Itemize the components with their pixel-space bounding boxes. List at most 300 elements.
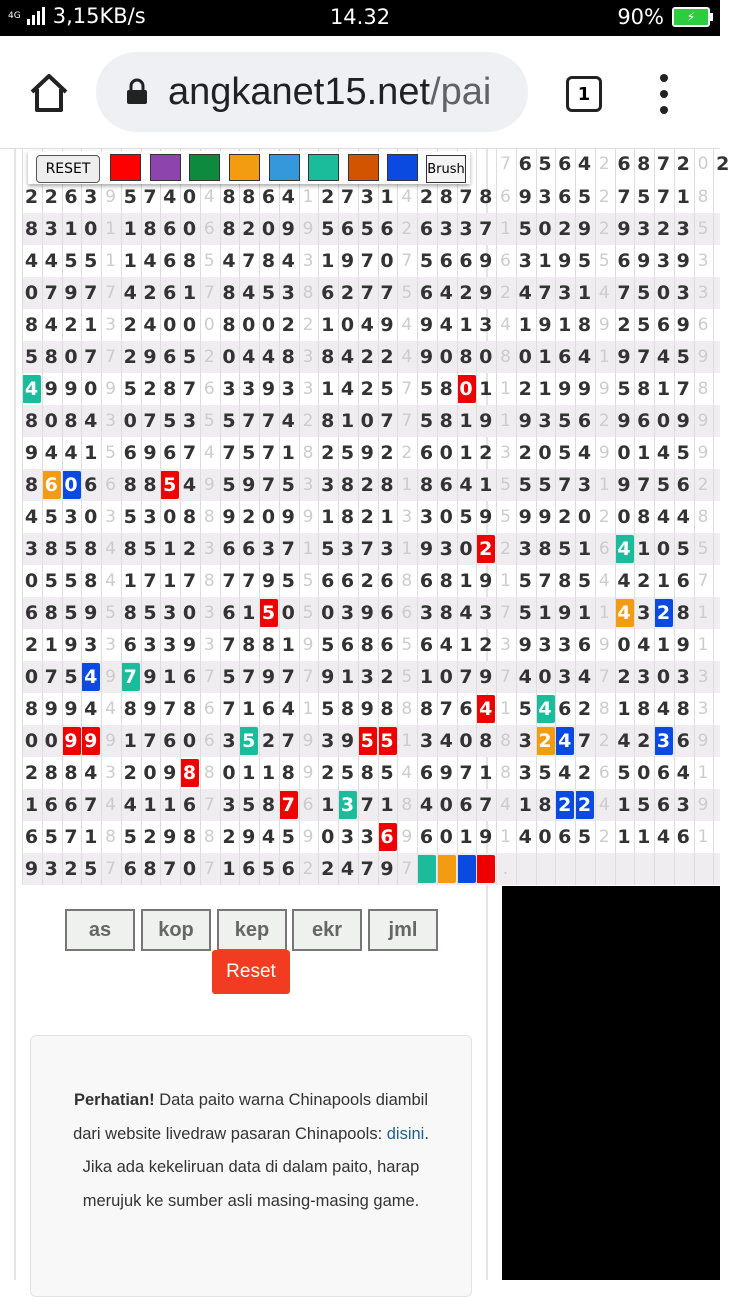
paito-cell[interactable]: 4 bbox=[105, 699, 116, 719]
paito-cell[interactable]: 2 bbox=[24, 186, 39, 208]
paito-cell[interactable]: 8 bbox=[84, 538, 98, 560]
paito-cell[interactable]: 7 bbox=[617, 282, 631, 304]
swatch-orange[interactable] bbox=[229, 154, 260, 181]
paito-cell[interactable]: 1 bbox=[143, 794, 157, 816]
paito-cell[interactable]: 1 bbox=[656, 378, 671, 400]
paito-cell[interactable]: 9 bbox=[203, 475, 215, 495]
paito-cell[interactable]: 4 bbox=[44, 250, 58, 272]
paito-cell[interactable]: 4 bbox=[439, 634, 453, 656]
paito-cell[interactable]: 7 bbox=[105, 347, 116, 367]
paito-cell[interactable]: 0 bbox=[163, 506, 177, 528]
paito-cell[interactable]: 5 bbox=[558, 538, 572, 560]
filter-ekr-button[interactable]: ekr bbox=[292, 909, 362, 951]
paito-cell[interactable]: 4 bbox=[656, 442, 671, 464]
paito-cell[interactable]: 8 bbox=[143, 218, 157, 240]
paito-cell[interactable]: 8 bbox=[105, 827, 116, 847]
paito-cell[interactable]: 8 bbox=[261, 250, 276, 272]
paito-cell[interactable]: 1 bbox=[479, 474, 493, 496]
paito-cell[interactable]: 5 bbox=[697, 219, 709, 239]
paito-cell[interactable]: 2 bbox=[598, 187, 610, 207]
paito-cell[interactable]: 8 bbox=[24, 474, 39, 496]
paito-cell[interactable]: 9 bbox=[380, 314, 394, 336]
paito-cell[interactable]: 5 bbox=[203, 411, 215, 431]
paito-cell[interactable]: 4 bbox=[242, 282, 256, 304]
paito-cell[interactable]: 1 bbox=[261, 762, 276, 784]
paito-cell[interactable]: 3 bbox=[360, 666, 374, 688]
paito-cell[interactable]: 9 bbox=[105, 667, 116, 687]
paito-cell[interactable]: 7 bbox=[500, 154, 511, 174]
paito-cell[interactable]: 7 bbox=[143, 410, 157, 432]
paito-cell[interactable]: 5 bbox=[239, 727, 258, 755]
paito-cell[interactable]: 0 bbox=[459, 730, 473, 752]
paito-cell[interactable]: 5 bbox=[281, 570, 295, 592]
paito-cell[interactable]: 5 bbox=[242, 442, 256, 464]
paito-cell[interactable]: 3 bbox=[558, 634, 572, 656]
paito-cell[interactable]: 0 bbox=[577, 506, 592, 528]
paito-cell[interactable]: 8 bbox=[637, 506, 651, 528]
paito-cell[interactable]: 9 bbox=[44, 378, 58, 400]
paito-cell[interactable]: 5 bbox=[321, 538, 335, 560]
paito-cell[interactable]: 5 bbox=[222, 410, 236, 432]
paito-cell[interactable]: 6 bbox=[656, 314, 671, 336]
paito-cell[interactable]: 5 bbox=[558, 410, 572, 432]
paito-cell[interactable]: 2 bbox=[64, 858, 78, 880]
paito-cell[interactable]: 5 bbox=[143, 602, 157, 624]
paito-cell[interactable]: 3 bbox=[143, 506, 157, 528]
paito-cell[interactable]: 7 bbox=[143, 186, 157, 208]
paito-cell[interactable]: 0 bbox=[123, 410, 137, 432]
paito-cell[interactable]: 6 bbox=[419, 826, 434, 848]
paito-cell[interactable]: 2 bbox=[380, 346, 394, 368]
paito-cell[interactable]: 8 bbox=[360, 634, 374, 656]
paito-cell[interactable]: 9 bbox=[380, 858, 394, 880]
paito-cell[interactable]: 8 bbox=[340, 506, 355, 528]
paito-cell[interactable]: 6 bbox=[163, 730, 177, 752]
paito-cell[interactable]: 7 bbox=[577, 730, 592, 752]
paito-cell[interactable]: 9 bbox=[64, 282, 78, 304]
paito-cell[interactable]: 8 bbox=[676, 698, 690, 720]
paito-cell[interactable]: 5 bbox=[538, 153, 552, 175]
paito-cell[interactable]: 7 bbox=[203, 859, 215, 879]
paito-cell[interactable]: 7 bbox=[439, 698, 453, 720]
paito-cell[interactable]: 9 bbox=[105, 187, 116, 207]
paito-cell[interactable]: 4 bbox=[558, 762, 572, 784]
paito-cell[interactable]: 4 bbox=[242, 346, 256, 368]
paito-cell[interactable]: 8 bbox=[222, 282, 236, 304]
paito-cell[interactable]: 6 bbox=[24, 826, 39, 848]
paito-cell[interactable]: 1 bbox=[538, 346, 552, 368]
paito-cell[interactable]: 8 bbox=[281, 762, 295, 784]
paito-cell[interactable]: 0 bbox=[281, 602, 295, 624]
paito-cell[interactable]: 1 bbox=[123, 570, 137, 592]
paito-cell[interactable]: 6 bbox=[163, 442, 177, 464]
paito-cell[interactable]: 7 bbox=[302, 667, 314, 687]
paito-cell[interactable]: 6 bbox=[500, 251, 511, 271]
paito-cell[interactable]: 6 bbox=[281, 858, 295, 880]
paito-cell[interactable]: 3 bbox=[419, 730, 434, 752]
paito-cell[interactable]: 5 bbox=[419, 250, 434, 272]
paito-cell[interactable]: 7 bbox=[637, 474, 651, 496]
paito-cell[interactable]: 3 bbox=[558, 666, 572, 688]
paito-cell[interactable]: 9 bbox=[518, 186, 532, 208]
paito-cell[interactable]: 1 bbox=[302, 187, 314, 207]
paito-cell[interactable]: 1 bbox=[163, 794, 177, 816]
paito-cell[interactable]: 5 bbox=[637, 794, 651, 816]
paito-cell[interactable]: 9 bbox=[676, 250, 690, 272]
paito-cell[interactable]: 9 bbox=[143, 442, 157, 464]
paito-cell[interactable]: 5 bbox=[24, 346, 39, 368]
paito-cell[interactable]: 6 bbox=[598, 763, 610, 783]
paito-cell[interactable]: 4 bbox=[281, 698, 295, 720]
paito-cell[interactable]: 1 bbox=[64, 218, 78, 240]
paito-cell[interactable]: 6 bbox=[401, 603, 413, 623]
paito-cell[interactable]: 2 bbox=[598, 219, 610, 239]
reset-colors-button[interactable]: RESET bbox=[36, 155, 100, 183]
paito-cell[interactable]: 6 bbox=[182, 794, 197, 816]
paito-cell[interactable]: 0 bbox=[321, 826, 335, 848]
paito-cell[interactable]: 2 bbox=[637, 570, 651, 592]
paito-cell[interactable]: 5 bbox=[538, 474, 552, 496]
paito-cell[interactable]: 9 bbox=[281, 218, 295, 240]
paito-cell[interactable]: 1 bbox=[637, 826, 651, 848]
paito-cell[interactable]: 4 bbox=[518, 666, 532, 688]
paito-cell[interactable]: 4 bbox=[598, 795, 610, 815]
paito-cell[interactable]: 4 bbox=[123, 282, 137, 304]
paito-cell[interactable]: 5 bbox=[222, 666, 236, 688]
paito-cell[interactable]: 0 bbox=[697, 154, 709, 174]
paito-cell[interactable]: 1 bbox=[163, 538, 177, 560]
paito-cell[interactable]: 8 bbox=[222, 218, 236, 240]
swatch-darkorange[interactable] bbox=[348, 154, 379, 181]
paito-cell[interactable]: 6 bbox=[558, 826, 572, 848]
paito-cell[interactable]: 9 bbox=[558, 250, 572, 272]
paito-cell[interactable]: 4 bbox=[577, 153, 592, 175]
paito-cell[interactable]: 9 bbox=[105, 731, 116, 751]
paito-cell[interactable]: 3 bbox=[360, 186, 374, 208]
paito-cell[interactable]: 0 bbox=[340, 314, 355, 336]
paito-cell[interactable]: 6 bbox=[123, 858, 137, 880]
paito-cell[interactable]: 0 bbox=[182, 186, 197, 208]
paito-cell[interactable]: 9 bbox=[105, 379, 116, 399]
paito-cell[interactable]: 3 bbox=[182, 410, 197, 432]
paito-cell[interactable]: 1 bbox=[617, 794, 631, 816]
paito-cell[interactable]: 6 bbox=[340, 218, 355, 240]
paito-cell[interactable]: 5 bbox=[577, 186, 592, 208]
address-bar[interactable] bbox=[96, 52, 528, 132]
paito-cell[interactable]: 3 bbox=[538, 410, 552, 432]
paito-cell[interactable]: 3 bbox=[500, 443, 511, 463]
paito-cell[interactable]: 0 bbox=[656, 538, 671, 560]
paito-cell[interactable]: 2 bbox=[24, 762, 39, 784]
paito-cell[interactable]: 5 bbox=[419, 378, 434, 400]
paito-cell[interactable]: 0 bbox=[457, 375, 476, 403]
paito-cell[interactable]: 3 bbox=[163, 634, 177, 656]
paito-cell[interactable]: 8 bbox=[182, 698, 197, 720]
paito-cell[interactable]: 9 bbox=[538, 314, 552, 336]
paito-cell[interactable]: 9 bbox=[302, 635, 314, 655]
paito-cell[interactable]: 2 bbox=[143, 826, 157, 848]
paito-cell[interactable]: 6 bbox=[656, 762, 671, 784]
paito-cell[interactable]: 5 bbox=[518, 218, 532, 240]
paito-cell[interactable]: 6 bbox=[163, 346, 177, 368]
paito-cell[interactable]: 3 bbox=[340, 602, 355, 624]
paito-cell[interactable]: 5 bbox=[64, 570, 78, 592]
paito-cell[interactable]: 5 bbox=[321, 634, 335, 656]
paito-cell[interactable]: 1 bbox=[577, 282, 592, 304]
paito-cell[interactable]: 8 bbox=[676, 602, 690, 624]
paito-cell[interactable]: 6 bbox=[439, 250, 453, 272]
paito-cell[interactable]: 6 bbox=[321, 570, 335, 592]
paito-cell[interactable]: 8 bbox=[64, 762, 78, 784]
paito-cell[interactable]: 6 bbox=[676, 474, 690, 496]
paito-cell[interactable]: 0 bbox=[439, 442, 453, 464]
paito-cell[interactable]: 5 bbox=[242, 794, 256, 816]
paito-cell[interactable]: 0 bbox=[538, 666, 552, 688]
paito-cell[interactable]: 8 bbox=[419, 474, 434, 496]
paito-cell[interactable]: 7 bbox=[401, 411, 413, 431]
paito-cell[interactable]: 0 bbox=[439, 506, 453, 528]
paito-cell[interactable]: 2 bbox=[123, 314, 137, 336]
paito-cell[interactable]: 2 bbox=[500, 283, 511, 303]
paito-cell[interactable]: 2 bbox=[518, 442, 532, 464]
paito-cell[interactable]: 4 bbox=[577, 442, 592, 464]
paito-cell[interactable]: 9 bbox=[697, 411, 709, 431]
paito-cell[interactable]: 7 bbox=[360, 794, 374, 816]
paito-cell[interactable]: 6 bbox=[518, 153, 532, 175]
paito-cell[interactable]: 9 bbox=[479, 506, 493, 528]
paito-cell[interactable]: 4 bbox=[143, 250, 157, 272]
paito-cell[interactable]: 6 bbox=[222, 602, 236, 624]
paito-cell[interactable]: 6 bbox=[419, 570, 434, 592]
paito-cell[interactable]: 5 bbox=[358, 727, 377, 755]
paito-cell[interactable]: 2 bbox=[419, 186, 434, 208]
paito-cell[interactable]: 1 bbox=[321, 250, 335, 272]
paito-cell[interactable]: 9 bbox=[321, 666, 335, 688]
filter-kep-button[interactable]: kep bbox=[217, 909, 287, 951]
paito-cell[interactable]: 5 bbox=[340, 442, 355, 464]
paito-cell[interactable]: 8 bbox=[24, 218, 39, 240]
paito-cell[interactable]: 8 bbox=[340, 474, 355, 496]
paito-cell[interactable]: 2 bbox=[598, 827, 610, 847]
paito-cell[interactable]: 9 bbox=[518, 506, 532, 528]
paito-cell[interactable]: 5 bbox=[64, 602, 78, 624]
paito-cell[interactable]: 7 bbox=[676, 378, 690, 400]
paito-cell[interactable]: 8 bbox=[439, 378, 453, 400]
paito-cell[interactable]: 4 bbox=[577, 346, 592, 368]
paito-cell[interactable]: 1 bbox=[321, 506, 335, 528]
paito-cell[interactable]: 0 bbox=[242, 314, 256, 336]
paito-cell[interactable]: 4 bbox=[64, 442, 78, 464]
paito-cell[interactable]: 3 bbox=[637, 602, 651, 624]
paito-cell[interactable]: 3 bbox=[676, 794, 690, 816]
paito-cell[interactable]: 9 bbox=[64, 698, 78, 720]
paito-cell[interactable]: 1 bbox=[697, 827, 709, 847]
paito-cell[interactable]: 6 bbox=[302, 795, 314, 815]
paito-cell[interactable]: 3 bbox=[203, 635, 215, 655]
paito-cell[interactable]: 0 bbox=[656, 282, 671, 304]
paito-cell[interactable]: 9 bbox=[617, 410, 631, 432]
paito-cell[interactable]: 5 bbox=[84, 250, 98, 272]
paito-cell[interactable]: 1 bbox=[401, 475, 413, 495]
paito-cell[interactable]: 8 bbox=[479, 186, 493, 208]
paito-cell[interactable]: 1 bbox=[380, 186, 394, 208]
paito-cell[interactable]: 9 bbox=[24, 858, 39, 880]
paito-cell[interactable]: 3 bbox=[380, 538, 394, 560]
paito-cell[interactable]: 1 bbox=[459, 570, 473, 592]
paito-cell[interactable]: 7 bbox=[401, 379, 413, 399]
paito-cell[interactable]: 6 bbox=[577, 410, 592, 432]
paito-cell[interactable]: 8 bbox=[340, 698, 355, 720]
paito-cell[interactable]: 1 bbox=[577, 538, 592, 560]
paito-cell[interactable]: 1 bbox=[302, 699, 314, 719]
swatch-green[interactable] bbox=[189, 154, 220, 181]
paito-cell[interactable]: 4 bbox=[500, 795, 511, 815]
paito-cell[interactable]: 2 bbox=[281, 314, 295, 336]
paito-cell[interactable]: 3 bbox=[302, 251, 314, 271]
paito-cell[interactable]: 4 bbox=[24, 250, 39, 272]
paito-cell[interactable]: 2 bbox=[321, 186, 335, 208]
paito-cell[interactable]: 3 bbox=[654, 727, 673, 755]
paito-cell[interactable]: 5 bbox=[123, 186, 137, 208]
paito-cell[interactable]: 6 bbox=[261, 698, 276, 720]
paito-cell[interactable]: 8 bbox=[261, 634, 276, 656]
paito-cell[interactable]: 1 bbox=[518, 314, 532, 336]
paito-cell[interactable]: 5 bbox=[538, 762, 552, 784]
paito-cell[interactable]: 2 bbox=[182, 538, 197, 560]
paito-cell[interactable]: 0 bbox=[617, 442, 631, 464]
paito-cell[interactable]: 4 bbox=[637, 634, 651, 656]
paito-cell[interactable]: 0 bbox=[182, 858, 197, 880]
paito-cell[interactable]: 2 bbox=[302, 859, 314, 879]
paito-cell[interactable]: 1 bbox=[518, 794, 532, 816]
paito-cell[interactable]: 1 bbox=[500, 411, 511, 431]
paito-cell[interactable]: 1 bbox=[105, 219, 116, 239]
paito-cell[interactable]: 0 bbox=[439, 346, 453, 368]
paito-cell[interactable]: 1 bbox=[281, 634, 295, 656]
paito-cell[interactable]: 9 bbox=[558, 378, 572, 400]
paito-cell[interactable]: 4 bbox=[401, 763, 413, 783]
paito-cell[interactable]: 2 bbox=[302, 315, 314, 335]
paito-cell[interactable]: 8 bbox=[697, 507, 709, 527]
paito-cell[interactable]: 2 bbox=[261, 730, 276, 752]
paito-cell[interactable]: 1 bbox=[380, 794, 394, 816]
paito-cell[interactable]: 0 bbox=[538, 826, 552, 848]
paito-cell[interactable]: 1 bbox=[163, 570, 177, 592]
paito-cell[interactable]: 3 bbox=[203, 603, 215, 623]
paito-cell[interactable]: 6 bbox=[558, 698, 572, 720]
paito-cell[interactable]: 8 bbox=[242, 634, 256, 656]
paito-cell[interactable]: 3 bbox=[419, 506, 434, 528]
filter-jml-button[interactable]: jml bbox=[368, 909, 438, 951]
paito-cell[interactable]: 0 bbox=[617, 506, 631, 528]
paito-cell[interactable]: 0 bbox=[222, 346, 236, 368]
paito-cell[interactable]: 4 bbox=[536, 695, 555, 723]
paito-cell[interactable]: 5 bbox=[84, 858, 98, 880]
paito-cell[interactable]: 8 bbox=[24, 314, 39, 336]
paito-cell[interactable]: 0 bbox=[459, 538, 473, 560]
paito-cell[interactable]: 2 bbox=[360, 506, 374, 528]
paito-cell[interactable]: 6 bbox=[459, 698, 473, 720]
paito-cell[interactable]: 3 bbox=[500, 635, 511, 655]
paito-cell[interactable]: 1 bbox=[459, 410, 473, 432]
paito-cell[interactable]: 2 bbox=[518, 378, 532, 400]
paito-cell[interactable]: 6 bbox=[84, 474, 98, 496]
paito-cell[interactable]: 3 bbox=[302, 379, 314, 399]
paito-cell[interactable]: 4 bbox=[656, 506, 671, 528]
paito-cell[interactable]: 9 bbox=[479, 410, 493, 432]
paito-cell[interactable]: 2 bbox=[479, 442, 493, 464]
paito-cell[interactable]: 6 bbox=[617, 153, 631, 175]
paito-cell[interactable]: 8 bbox=[242, 186, 256, 208]
paito-cell[interactable]: 0 bbox=[439, 666, 453, 688]
paito-cell[interactable]: 1 bbox=[380, 506, 394, 528]
paito-cell[interactable]: 5 bbox=[123, 378, 137, 400]
paito-cell[interactable]: 4 bbox=[656, 698, 671, 720]
paito-cell[interactable]: 2 bbox=[321, 442, 335, 464]
paito-cell[interactable]: 2 bbox=[64, 314, 78, 336]
paito-cell[interactable]: 6 bbox=[203, 699, 215, 719]
paito-cell[interactable]: 0 bbox=[143, 762, 157, 784]
paito-cell[interactable]: 7 bbox=[44, 666, 58, 688]
paito-cell[interactable]: 9 bbox=[676, 634, 690, 656]
paito-cell[interactable]: 0 bbox=[538, 442, 552, 464]
paito-cell[interactable]: 8 bbox=[44, 762, 58, 784]
paito-cell[interactable]: 2 bbox=[479, 634, 493, 656]
paito-cell[interactable]: 7 bbox=[598, 667, 610, 687]
paito-cell[interactable]: 1 bbox=[24, 794, 39, 816]
paito-cell[interactable]: 9 bbox=[340, 730, 355, 752]
paito-cell[interactable]: 2 bbox=[143, 282, 157, 304]
paito-cell[interactable]: 1 bbox=[302, 539, 314, 559]
paito-cell[interactable]: 7 bbox=[479, 794, 493, 816]
paito-cell[interactable]: 6 bbox=[340, 634, 355, 656]
paito-cell[interactable]: 0 bbox=[479, 346, 493, 368]
paito-cell[interactable]: 9 bbox=[302, 219, 314, 239]
paito-cell[interactable]: 2 bbox=[598, 507, 610, 527]
paito-cell[interactable]: 2 bbox=[654, 599, 673, 627]
paito-cell[interactable]: 1 bbox=[598, 603, 610, 623]
paito-cell[interactable]: 8 bbox=[203, 507, 215, 527]
paito-cell[interactable]: 4 bbox=[617, 570, 631, 592]
paito-cell[interactable]: 3 bbox=[222, 730, 236, 752]
paito-cell[interactable]: 3 bbox=[338, 791, 357, 819]
paito-cell[interactable]: 3 bbox=[340, 538, 355, 560]
paito-cell[interactable]: 6 bbox=[500, 187, 511, 207]
paito-cell[interactable]: 1 bbox=[538, 602, 552, 624]
paito-cell[interactable]: 8 bbox=[439, 570, 453, 592]
paito-cell[interactable]: 6 bbox=[182, 666, 197, 688]
paito-cell[interactable]: 0 bbox=[360, 410, 374, 432]
paito-cell[interactable]: 8 bbox=[302, 283, 314, 303]
paito-cell[interactable]: 4 bbox=[617, 730, 631, 752]
paito-cell[interactable]: 3 bbox=[105, 763, 116, 783]
paito-cell[interactable]: 3 bbox=[656, 250, 671, 272]
paito-cell[interactable]: 7 bbox=[143, 570, 157, 592]
paito-cell[interactable]: 7 bbox=[261, 410, 276, 432]
paito-cell[interactable]: 7 bbox=[121, 663, 140, 691]
paito-cell[interactable]: 9 bbox=[24, 442, 39, 464]
paito-cell[interactable]: 1 bbox=[459, 826, 473, 848]
paito-cell[interactable]: 0 bbox=[182, 218, 197, 240]
paito-cell[interactable]: 9 bbox=[697, 731, 709, 751]
paito-cell[interactable]: 9 bbox=[577, 378, 592, 400]
swatch-red[interactable] bbox=[110, 154, 141, 181]
paito-cell[interactable]: 3 bbox=[105, 315, 116, 335]
paito-cell[interactable]: 7 bbox=[617, 186, 631, 208]
paito-cell[interactable]: 5 bbox=[44, 826, 58, 848]
paito-cell[interactable]: 1 bbox=[697, 603, 709, 623]
paito-cell[interactable]: 5 bbox=[321, 698, 335, 720]
